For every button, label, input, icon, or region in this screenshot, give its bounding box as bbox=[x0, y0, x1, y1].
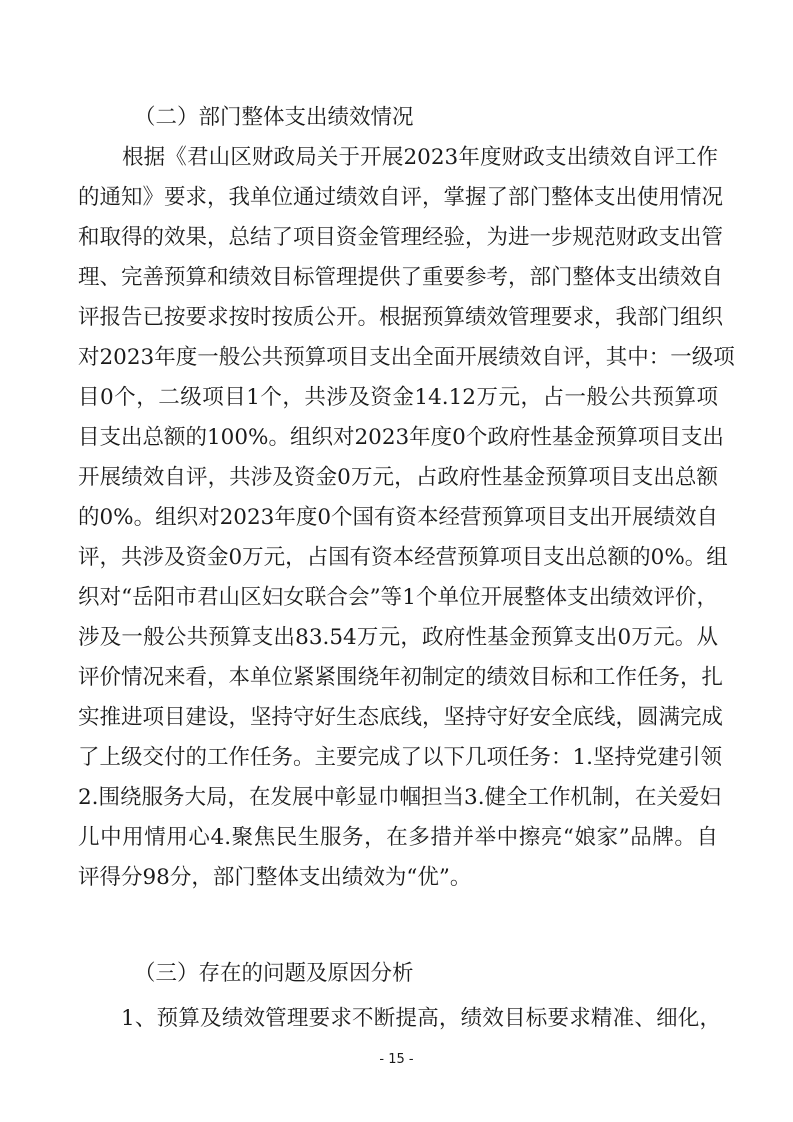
section-heading-2: （二）部门整体支出绩效情况 bbox=[134, 105, 414, 130]
paragraph-line: 的通知》要求，我单位通过绩效自评，掌握了部门整体支出使用情况 bbox=[78, 185, 724, 210]
paragraph-line: 2.围绕服务大局，在发展中彰显巾帼担当3.健全工作机制，在关爱妇 bbox=[78, 785, 722, 810]
paragraph-line: 实推进项目建设，坚持守好生态底线，坚持守好安全底线，圆满完成 bbox=[78, 705, 724, 730]
paragraph-line: 的0%。组织对2023年度0个国有资本经营预算项目支出开展绩效自 bbox=[78, 505, 719, 530]
paragraph-line: 评价情况来看，本单位紧紧围绕年初制定的绩效目标和工作任务，扎 bbox=[78, 665, 724, 690]
paragraph-line: 目支出总额的100%。组织对2023年度0个政府性基金预算项目支出 bbox=[78, 425, 724, 450]
paragraph-line: 开展绩效自评，共涉及资金0万元，占政府性基金预算项目支出总额 bbox=[78, 465, 718, 490]
paragraph-body bbox=[78, 138, 735, 898]
paragraph-line: 根据《君山区财政局关于开展2023年度财政支出绩效自评工作 bbox=[122, 145, 718, 170]
paragraph-line: 了上级交付的工作任务。主要完成了以下几项任务：1.坚持党建引领 bbox=[78, 745, 723, 770]
page-number: - 15 - bbox=[379, 1052, 414, 1067]
paragraph-line: 织对“岳阳市君山区妇女联合会”等1个单位开展整体支出绩效评价， bbox=[78, 585, 718, 610]
section-heading-3: （三）存在的问题及原因分析 bbox=[134, 961, 414, 986]
paragraph-line: 评报告已按要求按时按质公开。根据预算绩效管理要求，我部门组织 bbox=[78, 305, 724, 330]
paragraph-line: 评得分98分，部门整体支出绩效为“优”。 bbox=[78, 865, 472, 890]
paragraph-line: 评，共涉及资金0万元，占国有资本经营预算项目支出总额的0%。组 bbox=[78, 545, 728, 570]
paragraph-line: 涉及一般公共预算支出83.54万元，政府性基金预算支出0万元。从 bbox=[78, 625, 718, 650]
paragraph-line: 儿中用情用心4.聚焦民生服务，在多措并举中擦亮“娘家”品牌。自 bbox=[78, 825, 718, 850]
paragraph-line: 和取得的效果，总结了项目资金管理经验，为进一步规范财政支出管 bbox=[78, 225, 724, 250]
list-item-1: 1、预算及绩效管理要求不断提高，绩效目标要求精准、细化， bbox=[121, 1006, 721, 1031]
paragraph-line: 对2023年度一般公共预算项目支出全面开展绩效自评，其中：一级项 bbox=[78, 345, 735, 370]
paragraph-line: 理、完善预算和绩效目标管理提供了重要参考，部门整体支出绩效自 bbox=[78, 265, 724, 290]
paragraph-line: 目0个，二级项目1个，共涉及资金14.12万元，占一般公共预算项 bbox=[78, 385, 718, 410]
